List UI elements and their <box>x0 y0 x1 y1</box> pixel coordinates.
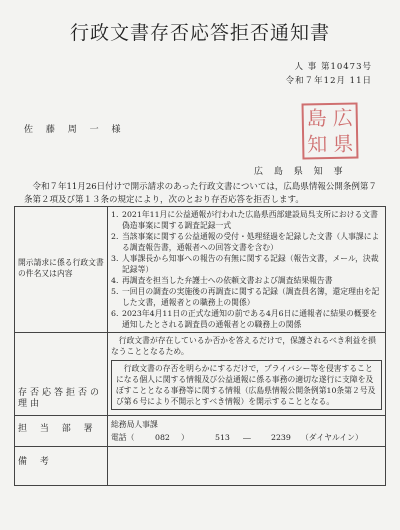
phone-line: 電話（ 082 ） 513 ― 2239 （ダイヤルイン） <box>111 433 363 442</box>
remarks-row <box>15 447 386 486</box>
notice-table <box>14 206 386 486</box>
list-item: 6. 2023年4月11日の正式な通知の前である4月6日に通報者に結果の概要を通知したとされる調査員の通報者との職務上の関係 <box>111 309 378 329</box>
official-seal <box>302 103 359 160</box>
department-name: 総務局人事課 <box>111 420 158 429</box>
list-item: 3. 人事課長から知事への報告の有無に関する記録（報告文書，メール，決裁記録等） <box>111 254 379 274</box>
remarks-label: 備 考 <box>15 447 108 486</box>
remarks-value <box>108 447 386 486</box>
department-content <box>108 416 386 447</box>
sender: 広 島 県 知 事 <box>254 167 347 177</box>
list-item: 2. 当該事案に関する公益通報の受付・処理経過を記録した文書（人事課による調査報告書，通報者への回答文書を含む） <box>111 232 380 252</box>
seal-char: 県 <box>333 131 354 156</box>
seal-char: 知 <box>307 132 328 157</box>
intro-paragraph: 令和７年11月26日付けで開示請求のあった行政文書については，広島県情報公開条例第７条第２項及び第１３条の規定により，次のとおり存否応答を拒否します。 <box>24 182 377 205</box>
list-item: 4. 再調査を担当した弁護士への依頼文書および調査結果報告書 <box>111 276 333 285</box>
requested-docs-list <box>108 207 386 333</box>
reason-row <box>15 333 386 416</box>
addressee: 佐 藤 周 一 様 <box>24 125 126 135</box>
reason-detail-box: 行政文書の存否を明らかにするだけで，プライバシー等を侵害することになる個人に関する情報及び公益通報に係る事務の適切な遂行に支障を及ぼすこととなる事務等に関する情報（広島県情報公開条例第10条第２号及び第６号により不開示とすべき情報）を開示することとなる。 <box>111 360 382 410</box>
document-number: 人 事 第10473号 <box>294 62 372 72</box>
requested-docs-label: 開示請求に係る行政文書の件名又は内容 <box>15 207 108 333</box>
reason-content <box>108 333 386 416</box>
department-label: 担 当 部 署 <box>15 416 108 447</box>
reason-label: 存否応答拒否の理由 <box>15 333 108 416</box>
list-item: 1. 2021年11月に公益通報が行われた広島県西部建設局呉支所における文書偽造事案に関する調査記録一式 <box>111 210 378 230</box>
document-date: 令和７年12月 11日 <box>285 76 372 86</box>
seal-char: 島 <box>306 106 327 131</box>
document-title: 行政文書存否応答拒否通知書 <box>69 22 330 44</box>
list-item: 5. 一回目の調査の実施後の再調査に関する記録（調査員名簿，還定理由を記した文書，通報者との職務上の関係） <box>111 287 380 307</box>
reason-intro: 行政文書が存在しているか否かを答えるだけで，保護されるべき利益を損なうこととなるため。 <box>111 336 376 356</box>
requested-docs-row <box>15 207 386 333</box>
seal-char: 広 <box>332 105 353 130</box>
department-row <box>15 416 386 447</box>
